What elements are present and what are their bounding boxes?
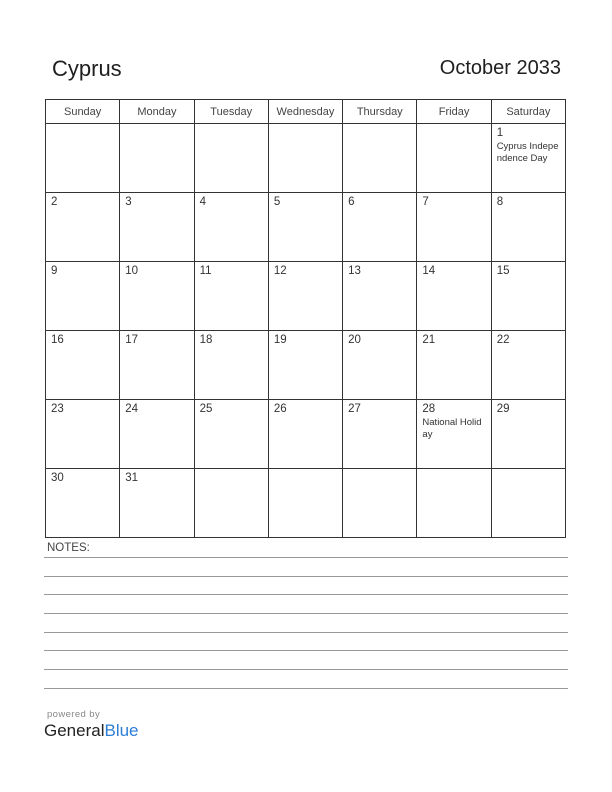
day-number: 19	[273, 334, 287, 346]
notes-line	[44, 688, 568, 689]
notes-line	[44, 669, 568, 670]
day-number: 13	[348, 265, 361, 277]
calendar-grid	[45, 99, 566, 538]
day-number: 4	[199, 196, 206, 208]
day-number: 17	[125, 334, 139, 346]
day-cell	[417, 262, 491, 331]
day-cell	[417, 469, 491, 538]
day-cell	[491, 193, 565, 262]
logo-blue-text: Blue	[104, 721, 139, 740]
day-cell	[343, 400, 417, 469]
day-number: 3	[125, 196, 132, 208]
day-cell	[343, 124, 417, 193]
day-cell	[268, 193, 342, 262]
weekday-header-row	[46, 100, 566, 124]
day-number: 29	[496, 403, 510, 415]
day-cell	[268, 331, 342, 400]
day-number: 10	[125, 265, 139, 277]
day-number: 7	[422, 196, 429, 208]
day-number: 22	[496, 334, 510, 346]
day-cell	[343, 331, 417, 400]
holiday-cyprus-independence-day: Cyprus Independence Day	[496, 141, 559, 164]
country-title: Cyprus	[52, 56, 122, 81]
day-cell	[491, 124, 565, 193]
day-number: 1	[496, 127, 504, 139]
weekday-sunday: Sunday	[46, 100, 120, 124]
day-cell	[491, 400, 565, 469]
month-year-title: October 2033	[439, 57, 561, 79]
day-cell	[120, 331, 194, 400]
day-number: 6	[348, 196, 355, 208]
day-number: 5	[273, 196, 281, 208]
day-number: 20	[348, 334, 361, 346]
day-cell	[491, 331, 565, 400]
day-cell	[194, 193, 268, 262]
day-number: 18	[199, 334, 213, 346]
day-cell	[194, 400, 268, 469]
holiday-national-holiday: National Holiday	[422, 417, 482, 440]
notes-line	[44, 632, 568, 633]
day-cell	[417, 400, 491, 469]
day-number: 21	[422, 334, 436, 346]
day-cell	[491, 469, 565, 538]
day-number: 28	[422, 403, 436, 415]
day-number: 30	[51, 472, 64, 484]
day-number: 24	[125, 403, 139, 415]
day-cell	[268, 124, 342, 193]
notes-line	[44, 557, 568, 558]
day-cell	[268, 400, 342, 469]
generalblue-logo[interactable]	[44, 721, 139, 741]
week-row	[46, 469, 566, 538]
day-number: 23	[51, 403, 64, 415]
day-cell	[46, 331, 120, 400]
day-number: 27	[348, 403, 361, 415]
day-number: 15	[496, 265, 510, 277]
day-cell	[343, 262, 417, 331]
weekday-wednesday: Wednesday	[268, 100, 342, 124]
notes-line	[44, 594, 568, 595]
week-row	[46, 193, 566, 262]
day-cell	[491, 262, 565, 331]
day-cell	[46, 400, 120, 469]
day-cell	[194, 262, 268, 331]
day-number: 16	[51, 334, 64, 346]
day-cell	[417, 331, 491, 400]
day-cell	[417, 124, 491, 193]
notes-line	[44, 613, 568, 614]
notes-line	[44, 650, 568, 651]
day-number: 31	[125, 472, 139, 484]
day-number: 11	[199, 265, 212, 277]
day-cell	[343, 193, 417, 262]
week-row	[46, 331, 566, 400]
logo-general-text: General	[44, 721, 105, 740]
powered-by-text: powered by	[47, 709, 101, 720]
day-cell	[120, 400, 194, 469]
day-cell	[194, 124, 268, 193]
day-cell	[268, 262, 342, 331]
day-cell	[120, 469, 194, 538]
weekday-friday: Friday	[417, 100, 491, 124]
day-number: 8	[496, 196, 504, 208]
day-cell	[46, 262, 120, 331]
week-row	[46, 400, 566, 469]
notes-line	[44, 576, 568, 577]
day-number: 9	[51, 265, 58, 277]
day-cell	[46, 124, 120, 193]
weekday-saturday: Saturday	[491, 100, 565, 124]
day-cell	[120, 193, 194, 262]
day-cell	[120, 124, 194, 193]
week-row	[46, 262, 566, 331]
day-number: 25	[199, 403, 213, 415]
week-row	[46, 124, 566, 193]
day-number: 26	[273, 403, 287, 415]
weekday-monday: Monday	[120, 100, 194, 124]
day-cell	[417, 193, 491, 262]
weekday-tuesday: Tuesday	[194, 100, 268, 124]
day-cell	[194, 469, 268, 538]
notes-label: NOTES:	[47, 542, 90, 554]
day-cell	[46, 193, 120, 262]
day-number: 12	[273, 265, 287, 277]
weekday-thursday: Thursday	[343, 100, 417, 124]
day-cell	[268, 469, 342, 538]
day-cell	[46, 469, 120, 538]
day-number: 2	[51, 196, 58, 208]
day-cell	[343, 469, 417, 538]
day-number: 14	[422, 265, 436, 277]
day-cell	[194, 331, 268, 400]
day-cell	[120, 262, 194, 331]
